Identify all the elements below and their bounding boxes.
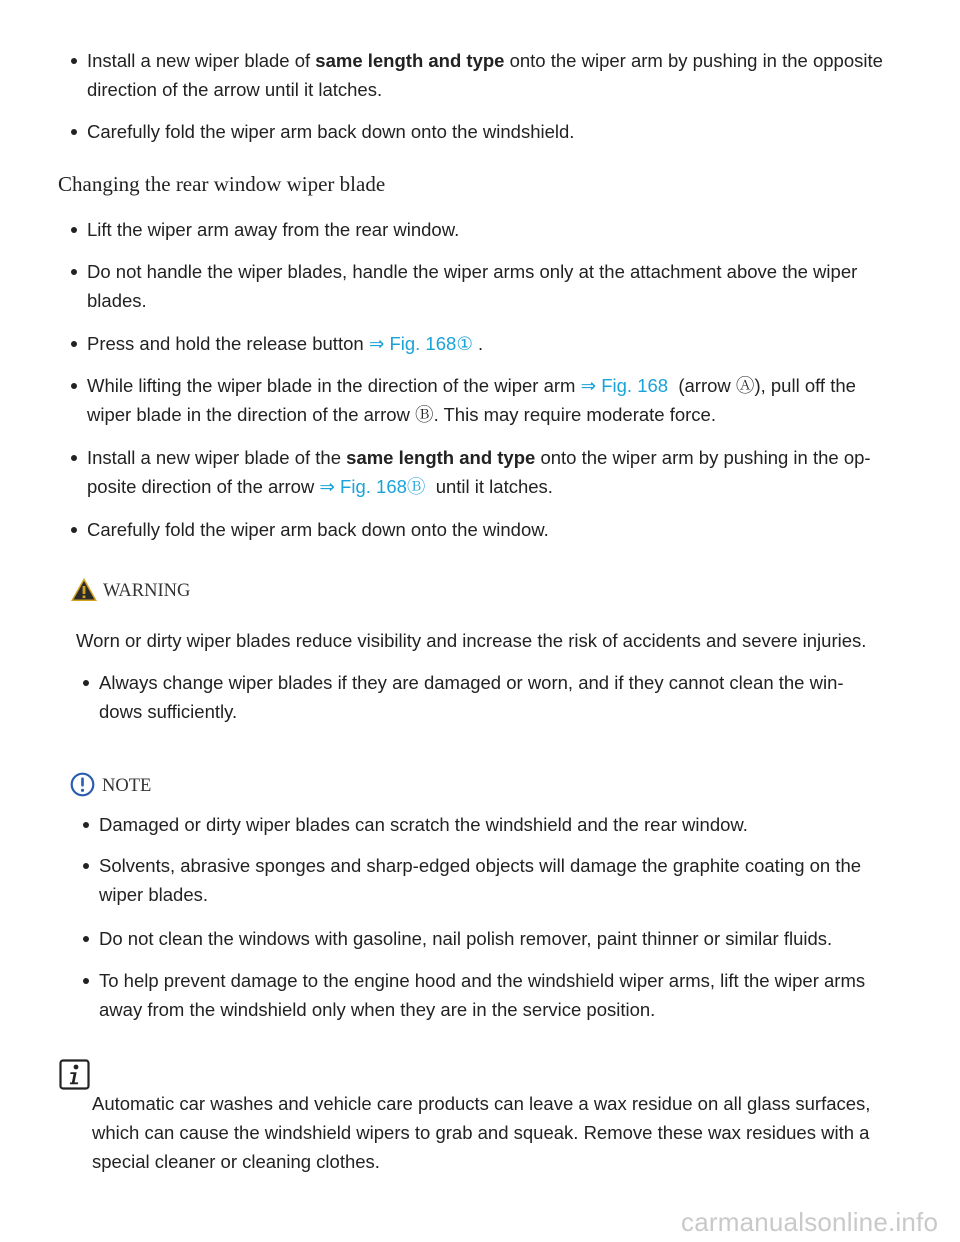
marker: Ⓐ xyxy=(735,375,755,396)
emphasis: same length and type xyxy=(315,50,505,71)
list-item xyxy=(99,924,832,953)
list-item xyxy=(87,117,574,146)
text: Always change wiper blades if they are damaged or worn, and if they cannot clean the win- xyxy=(99,672,844,693)
text: which can cause the windshield wipers to grab and squeak. Remove these wax residues with a xyxy=(92,1122,870,1143)
list-item xyxy=(99,966,865,1024)
warning-text: Worn or dirty wiper blades reduce visibility and increase the risk of accidents and severe injuries. xyxy=(76,630,867,651)
text: blades. xyxy=(87,290,147,311)
list-item xyxy=(99,851,861,909)
text: Damaged or dirty wiper blades can scratch the windshield and the rear window. xyxy=(99,814,748,835)
marker: ① xyxy=(456,333,473,354)
text: Automatic car washes and vehicle care products can leave a wax residue on all glass surfaces, xyxy=(92,1093,871,1114)
marker: Ⓑ xyxy=(415,404,434,425)
text: While lifting the wiper blade in the direction of the wiper arm xyxy=(87,375,581,396)
text: onto the wiper arm by pushing in the opposite xyxy=(504,50,883,71)
text: (arrow xyxy=(668,375,736,396)
text: until it latches. xyxy=(425,476,553,497)
list-item xyxy=(99,668,844,726)
text: To help prevent damage to the engine hood and the windshield wiper arms, lift the wiper arms xyxy=(99,970,866,991)
text: Install a new wiper blade of xyxy=(87,50,316,71)
text: Carefully fold the wiper arm back down onto the window. xyxy=(87,519,549,540)
text: . xyxy=(472,333,484,354)
fig-link[interactable]: ⇒ Fig. 168 xyxy=(580,375,669,396)
text: . This may require moderate force. xyxy=(433,404,716,425)
list-item xyxy=(99,810,748,839)
text: direction of the arrow until it latches. xyxy=(87,79,383,100)
list-item xyxy=(87,515,549,544)
text: Do not handle the wiper blades, handle the wiper arms only at the attachment above the wiper xyxy=(87,261,858,282)
section-heading: Changing the rear window wiper blade xyxy=(58,172,386,196)
text: posite direction of the arrow xyxy=(87,476,320,497)
list-item xyxy=(87,215,459,244)
fig-link[interactable] xyxy=(369,333,473,354)
link-text: ⇒ Fig. 168 xyxy=(368,333,457,354)
info-i-icon xyxy=(59,1059,90,1095)
note-label: NOTE xyxy=(102,776,152,796)
text: onto the wiper arm by pushing in the op- xyxy=(535,447,871,468)
note-exclamation-icon xyxy=(70,772,95,802)
text: wiper blade in the direction of the arrow xyxy=(87,404,416,425)
text: Do not clean the windows with gasoline, nail polish remover, paint thinner or similar fluids. xyxy=(99,928,833,949)
fig-link[interactable] xyxy=(319,476,425,497)
text: away from the windshield only when they are in the service position. xyxy=(99,999,656,1020)
text: wiper blades. xyxy=(99,884,209,905)
text: Lift the wiper arm away from the rear window. xyxy=(87,219,460,240)
emphasis: same length and type xyxy=(346,447,536,468)
info-text xyxy=(92,1089,870,1176)
text: Install a new wiper blade of the xyxy=(87,447,347,468)
warning-triangle-icon xyxy=(70,577,98,607)
list-item xyxy=(87,329,483,358)
text: Solvents, abrasive sponges and sharp-edged objects will damage the graphite coating on the xyxy=(99,855,862,876)
text: ), pull off the xyxy=(754,375,856,396)
text: Press and hold the release button xyxy=(87,333,369,354)
list-item xyxy=(87,371,856,429)
text: dows sufficiently. xyxy=(99,701,238,722)
list-item xyxy=(87,443,871,501)
text: special cleaner or cleaning clothes. xyxy=(92,1151,380,1172)
text: Carefully fold the wiper arm back down onto the windshield. xyxy=(87,121,575,142)
link-text: ⇒ Fig. 168 xyxy=(319,476,407,497)
warning-label: WARNING xyxy=(103,581,191,601)
watermark: carmanualsonline.info xyxy=(681,1207,939,1237)
list-item xyxy=(87,257,857,315)
list-item xyxy=(87,46,883,104)
marker: Ⓑ xyxy=(406,476,426,497)
